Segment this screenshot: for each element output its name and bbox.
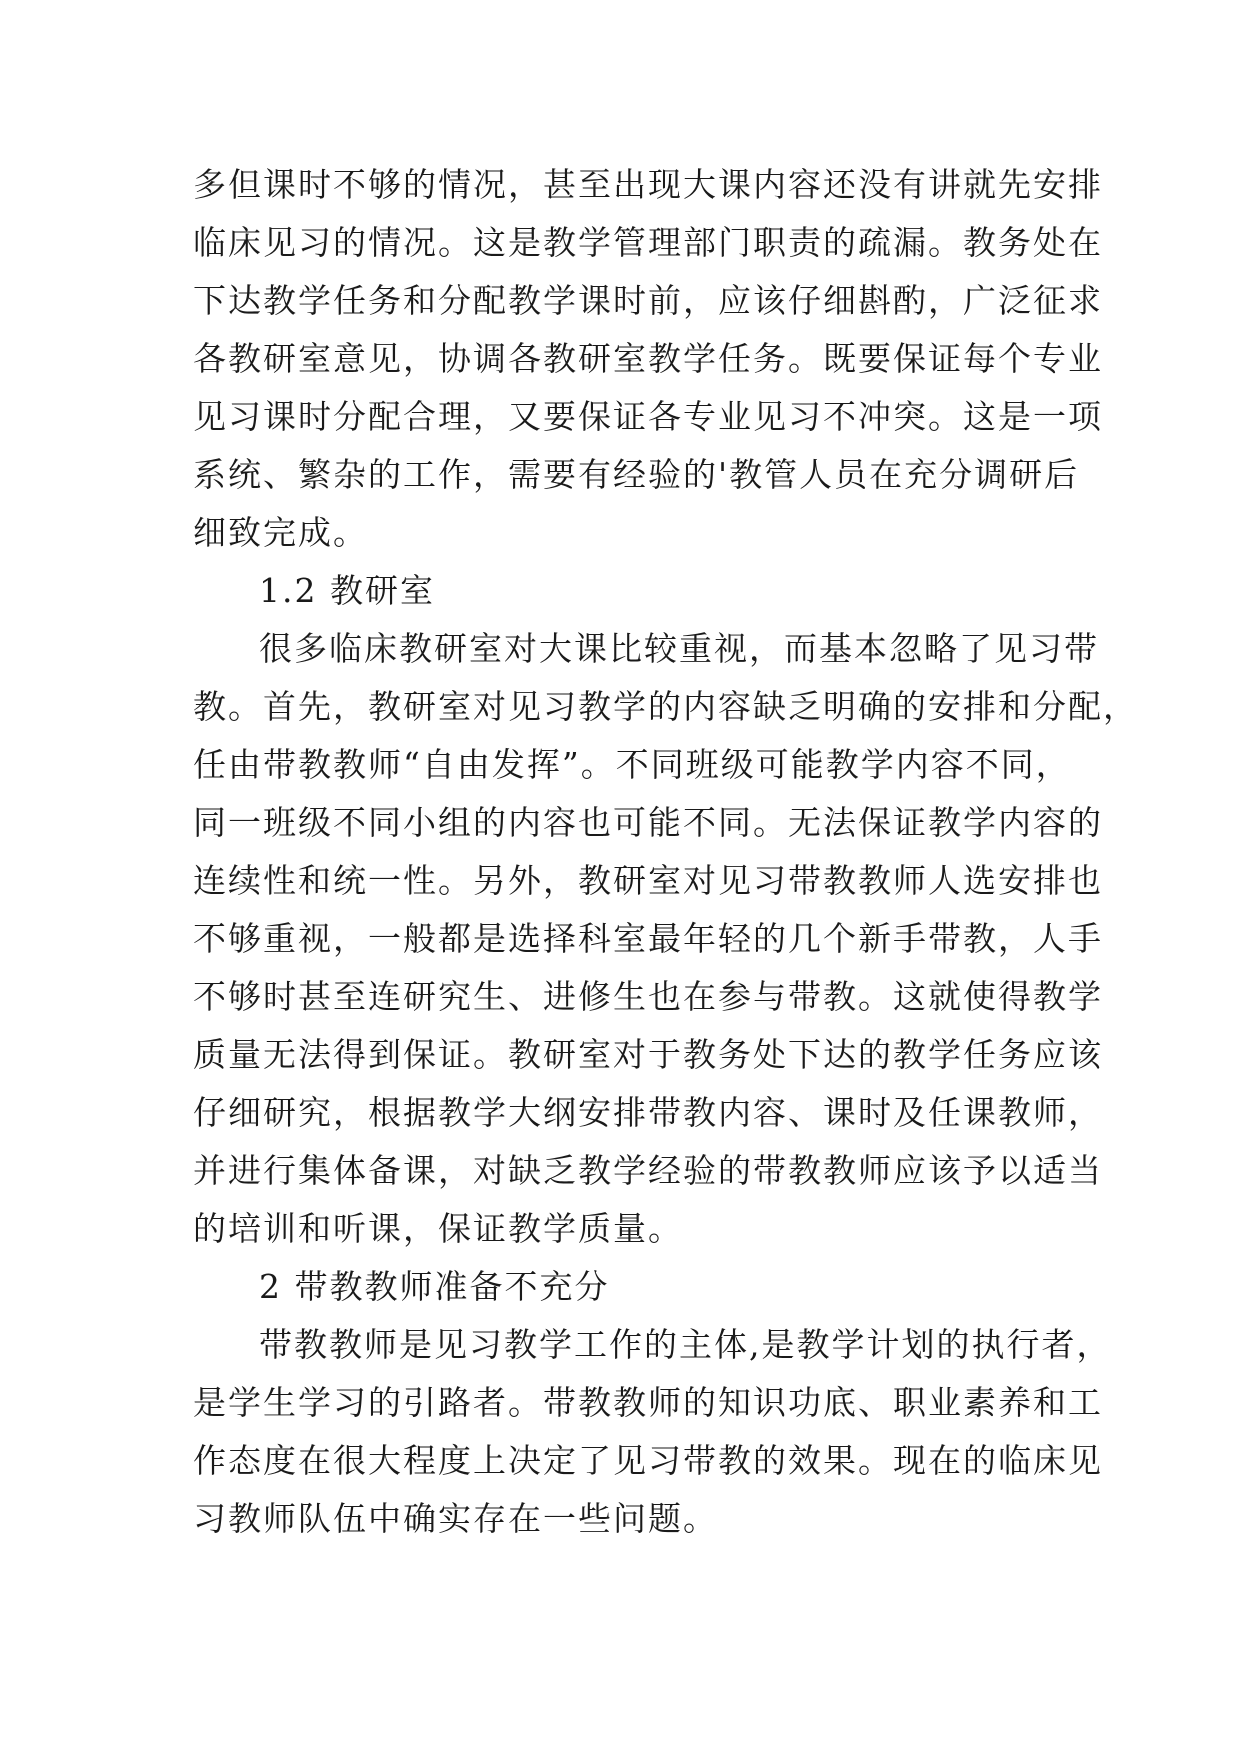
text-line: 临床见习的情况。这是教学管理部门职责的疏漏。教务处在 [193,223,1103,262]
text-line: 连续性和统一性。另外，教研室对见习带教教师人选安排也 [193,861,1103,900]
text-line: 的培训和听课，保证教学质量。 [193,1209,683,1248]
text-line: 习教师队伍中确实存在一些问题。 [193,1499,718,1538]
text-line: 系统、繁杂的工作，需要有经验的'教管人员在充分调研后 [193,455,1080,494]
text-line: 很多临床教研室对大课比较重视，而基本忽略了见习带 [259,629,1099,668]
text-line: 1.2 教研室 [259,571,435,610]
text-line: 2 带教教师准备不充分 [259,1267,610,1306]
document-body [193,156,1138,1548]
text-line: 同一班级不同小组的内容也可能不同。无法保证教学内容的 [193,803,1103,842]
text-line: 多但课时不够的情况，甚至出现大课内容还没有讲就先安排 [193,165,1103,204]
text-line: 质量无法得到保证。教研室对于教务处下达的教学任务应该 [193,1035,1103,1074]
text-line: 不够时甚至连研究生、进修生也在参与带教。这就使得教学 [193,977,1103,1016]
text-line: 不够重视，一般都是选择科室最年轻的几个新手带教，人手 [193,919,1103,958]
text-line: 各教研室意见，协调各教研室教学任务。既要保证每个专业 [193,339,1103,378]
text-line: 下达教学任务和分配教学课时前，应该仔细斟酌，广泛征求 [193,281,1103,320]
text-line: 任由带教教师“自由发挥”。不同班级可能教学内容不同， [193,745,1071,784]
text-line: 教。首先，教研室对见习教学的内容缺乏明确的安排和分配， [193,687,1138,726]
text-line: 仔细研究，根据教学大纲安排带教内容、课时及任课教师， [193,1093,1103,1132]
text-line: 作态度在很大程度上决定了见习带教的效果。现在的临床见 [193,1441,1103,1480]
text-line: 并进行集体备课，对缺乏教学经验的带教教师应该予以适当 [193,1151,1103,1190]
text-line: 是学生学习的引路者。带教教师的知识功底、职业素养和工 [193,1383,1103,1422]
text-line: 见习课时分配合理，又要保证各专业见习不冲突。这是一项 [193,397,1103,436]
text-line: 细致完成。 [193,513,368,552]
text-line: 带教教师是见习教学工作的主体,是教学计划的执行者， [259,1325,1112,1364]
